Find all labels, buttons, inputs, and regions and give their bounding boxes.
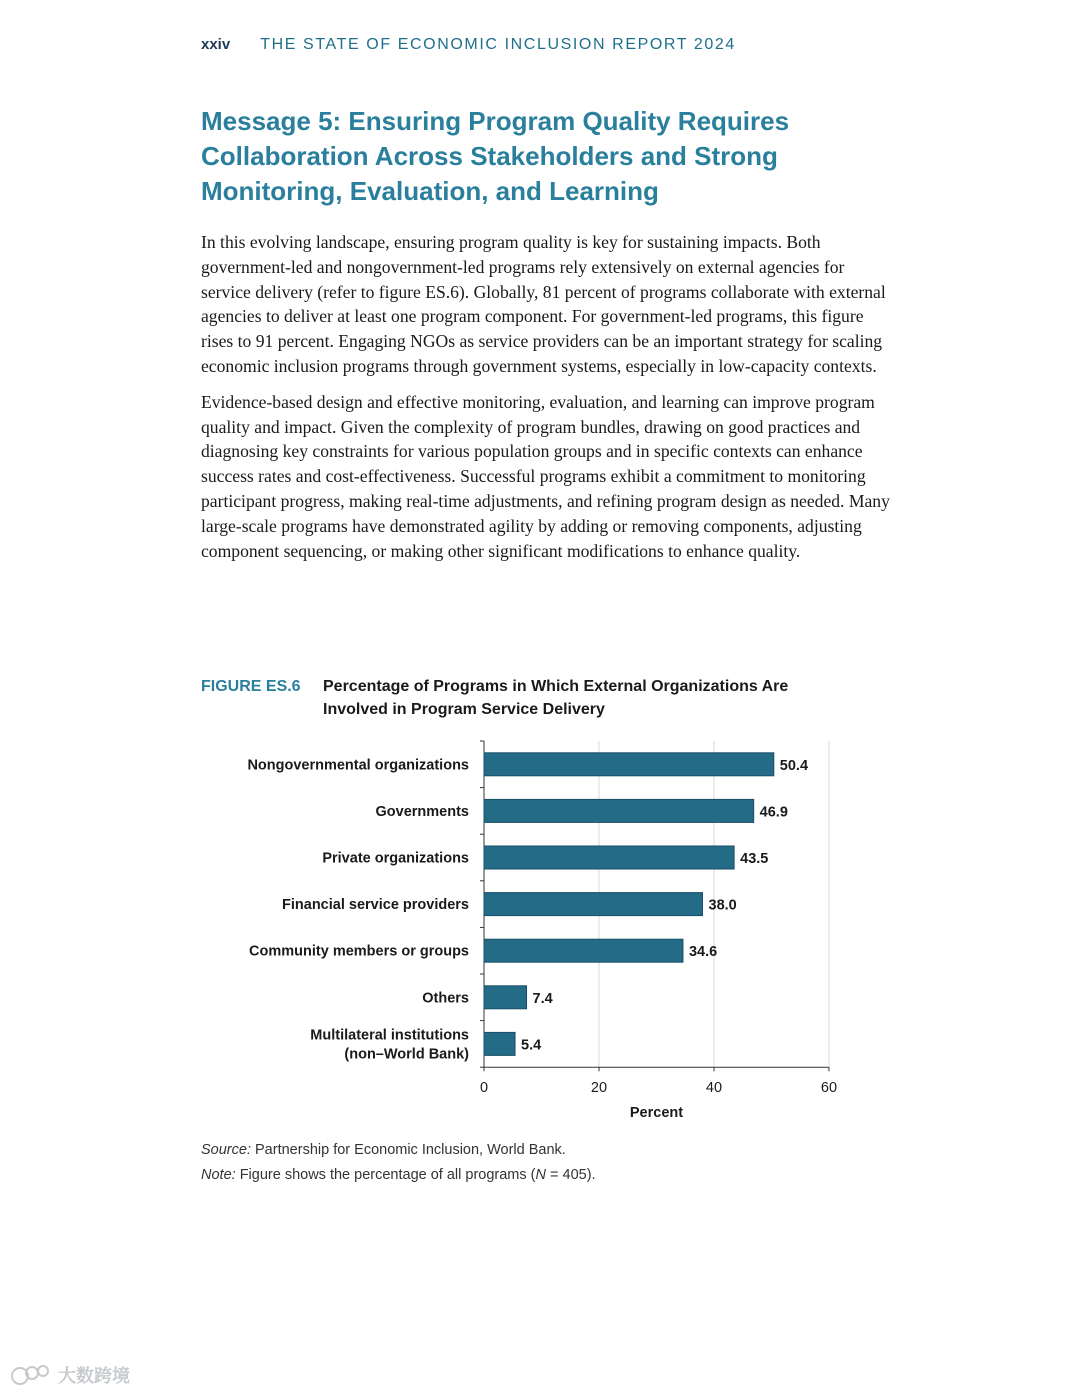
figure-label: FIGURE ES.6 <box>201 678 301 695</box>
section-title: Message 5: Ensuring Program Quality Requires Collaboration Across Stakeholders and Strong Monitoring, Evaluation, and Learning <box>201 106 790 206</box>
note-text-before: Figure shows the percentage of all programs ( <box>235 1167 536 1183</box>
running-title: THE STATE OF ECONOMIC INCLUSION REPORT 2024 <box>260 36 736 53</box>
page-number: xxiv <box>201 36 231 53</box>
bar <box>484 939 683 962</box>
bar-value-label: 43.5 <box>740 851 769 867</box>
note-line <box>201 1163 596 1188</box>
watermark <box>10 1362 130 1388</box>
category-label: Governments <box>375 803 469 820</box>
figure-title: Percentage of Programs in Which External Organizations Are Involved in Program Service Delivery <box>323 678 789 718</box>
category-label: Private organizations <box>322 850 469 867</box>
body-text <box>201 230 891 574</box>
bar <box>484 846 734 869</box>
source-text: Partnership for Economic Inclusion, World Bank. <box>250 1142 566 1158</box>
note-italic: N <box>535 1167 546 1183</box>
category-label: (non–World Bank) <box>344 1046 469 1063</box>
figure-caption <box>201 675 881 721</box>
paragraph-2: Evidence-based design and effective monitoring, evaluation, and learning can improve program quality and impact. Given the complexity of program bundles, drawing on good practices and diagnosing key constraints for various population groups and in specific contexts can enhance success rates and cost-effectiveness. Successful programs exhibit a commitment to monitoring participant progress, making real-time adjustments, and refining program design as needed. Many large-scale programs have demonstrated agility by adding or removing components, adjusting component sequencing, or making other significant modifications to enhance quality. <box>201 391 890 561</box>
bar <box>484 893 703 916</box>
bar <box>484 799 754 822</box>
paragraph-1: In this evolving landscape, ensuring program quality is key for sustaining impacts. Both government-led and nongovernment-led programs rely extensively on external agencies for service delivery (refer to figure ES.6). Globally, 81 percent of programs collaborate with external agencies to deliver at least one program component. For government-led programs, this figure rises to 91 percent. Engaging NGOs as service providers can be an important strategy for scaling economic inclusion programs through government systems, especially in low-capacity contexts. <box>201 232 886 376</box>
page-header <box>201 36 736 54</box>
bar-value-label: 50.4 <box>779 757 809 774</box>
source-line <box>201 1138 596 1163</box>
watermark-logo-icon <box>10 1362 52 1388</box>
x-tick-label: 60 <box>820 1080 838 1097</box>
note-text-after: = 405). <box>545 1167 596 1183</box>
bar-value-label: 7.4 <box>532 990 553 1007</box>
bar <box>484 753 774 776</box>
bar-chart <box>190 732 870 1132</box>
source-label: Source: <box>201 1142 251 1158</box>
note-label: Note: <box>201 1167 236 1183</box>
category-label: Financial service providers <box>282 897 469 914</box>
figure-notes <box>201 1138 596 1188</box>
x-tick-label: 20 <box>590 1080 608 1097</box>
category-label: Community members or groups <box>249 943 469 960</box>
x-tick-label: 0 <box>479 1080 489 1097</box>
category-label: Nongovernmental organizations <box>247 757 469 774</box>
bar <box>484 1032 515 1055</box>
bar-value-label: 38.0 <box>708 897 737 914</box>
category-label: Multilateral institutions <box>310 1027 469 1044</box>
bar-value-label: 5.4 <box>521 1037 542 1054</box>
category-label: Others <box>422 990 469 1007</box>
x-axis-title: Percent <box>629 1105 684 1122</box>
watermark-text: 大数跨境 <box>58 1366 130 1386</box>
bar-value-label: 34.6 <box>688 944 718 961</box>
bar <box>484 986 527 1009</box>
x-tick-label: 40 <box>705 1080 723 1097</box>
bar-value-label: 46.9 <box>759 804 788 821</box>
